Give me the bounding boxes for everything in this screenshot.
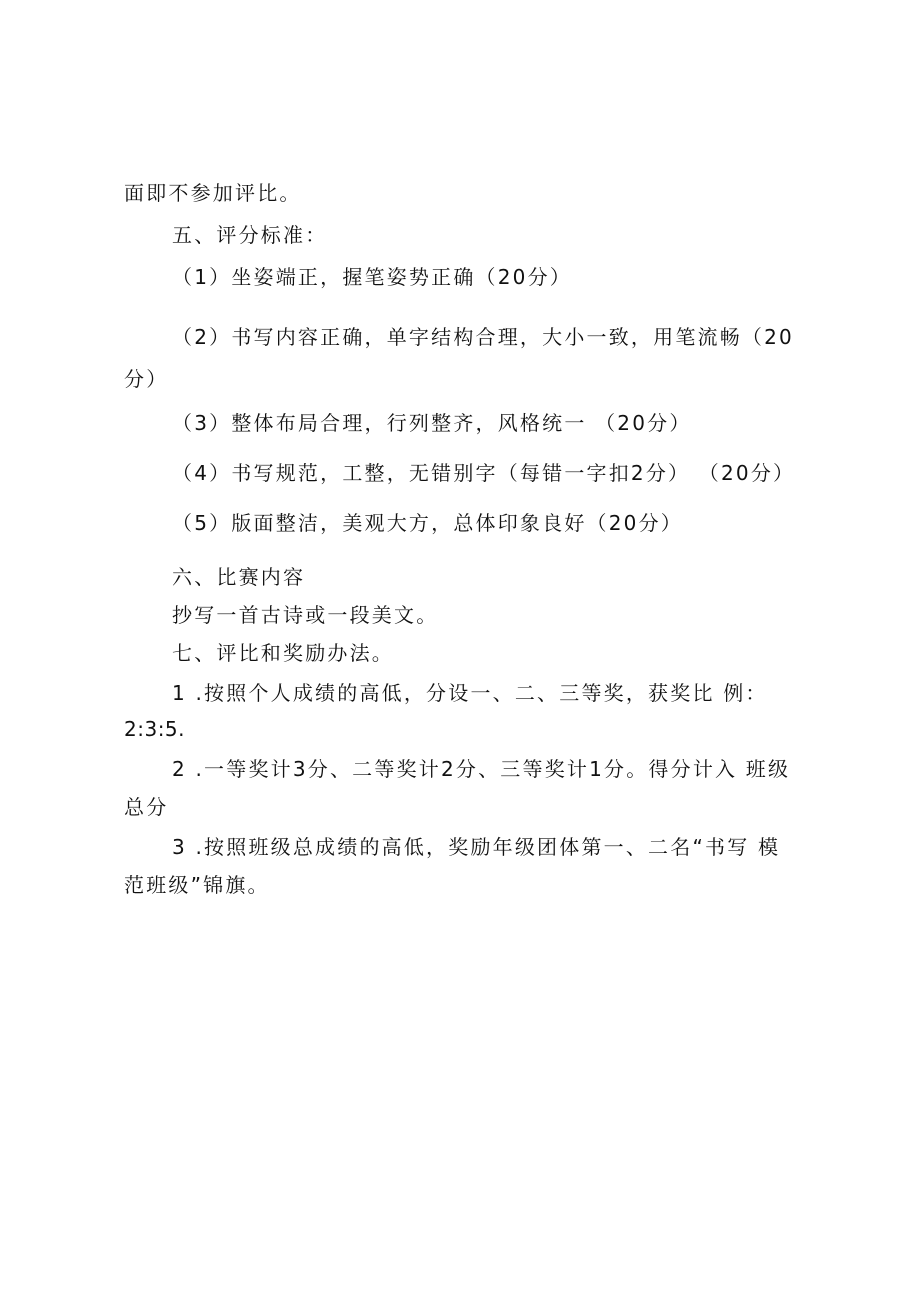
criteria-item-2-continued: 分） xyxy=(124,367,169,391)
section-6-heading: 六、比赛内容 xyxy=(172,565,306,589)
criteria-item-1: （1）坐姿端正，握笔姿势正确（20分） xyxy=(172,265,572,289)
criteria-item-3: （3）整体布局合理，行列整齐，风格统一 （20分） xyxy=(172,411,692,435)
rule-3-line-1: 3 .按照班级总成绩的高低，奖励年级团体第一、二名“书写 模 xyxy=(172,835,781,859)
continuation-text: 面即不参加评比。 xyxy=(124,181,302,205)
rule-2-line-2: 总分 xyxy=(124,795,169,819)
rule-3-line-2: 范班级”锦旗。 xyxy=(124,873,270,897)
rule-2-line-1: 2 .一等奖计3分、二等奖计2分、三等奖计1分。得分计入 班级 xyxy=(172,757,791,781)
section-5-heading: 五、评分标准： xyxy=(172,223,328,247)
section-6-body: 抄写一首古诗或一段美文。 xyxy=(172,603,439,627)
rule-1-line-1: 1 .按照个人成绩的高低，分设一、二、三等奖，获奖比 例： xyxy=(172,681,768,705)
section-7-heading: 七、评比和奖励办法。 xyxy=(172,641,394,665)
rule-1-line-2: 2:3:5. xyxy=(124,717,186,741)
criteria-item-4: （4）书写规范，工整，无错别字（每错一字扣2分） （20分） xyxy=(172,461,796,485)
criteria-item-2: （2）书写内容正确，单字结构合理，大小一致，用笔流畅（20 xyxy=(172,325,794,349)
criteria-item-5: （5）版面整洁，美观大方，总体印象良好（20分） xyxy=(172,511,683,535)
